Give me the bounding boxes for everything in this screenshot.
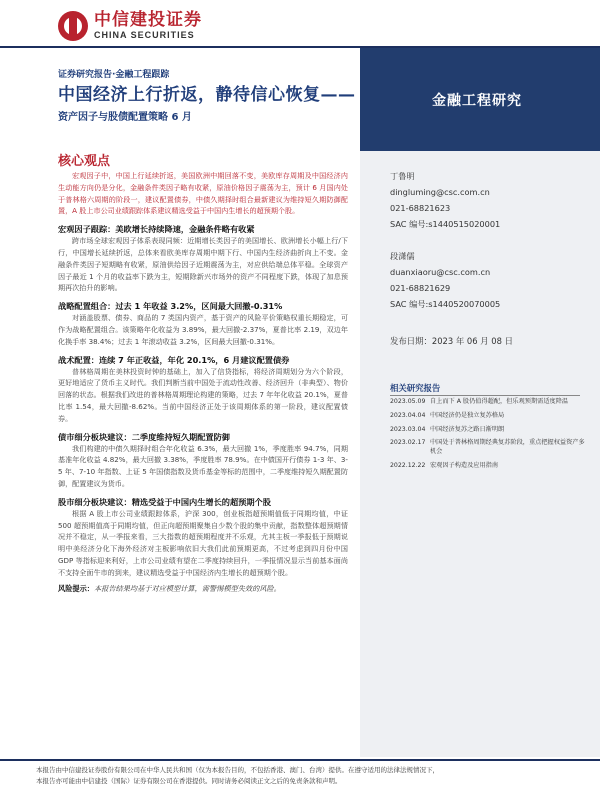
- brand-emblem-icon: [58, 11, 88, 41]
- author-email[interactable]: duanxiaoru@csc.com.cn: [390, 267, 491, 277]
- section-text: 对涵盖股票、债券、商品的 7 类国内资产，基于资产的风险平价策略权重长期稳定，可作为战略配置组合。该策略年化收益为 3.89%，最大回撤-2.37%，夏普比率 2.19，双边年化换手率 38.4%；过去 1 年滚动收益 3.2%，区间最大回撤-0.31%。: [58, 313, 348, 346]
- disclaimer-line: 本报告亦可能由中信建投（国际）证券有限公司在香港提供。同时请务必阅读正文之后的免责条款和声明。: [36, 777, 342, 785]
- core-views-heading: 核心观点: [58, 154, 111, 169]
- author-name: 丁鲁明: [390, 171, 415, 181]
- publish-date: [390, 335, 513, 347]
- related-report-title: 中国经济复苏之路日渐明朗: [430, 425, 505, 433]
- author-phone: 021-68821629: [390, 283, 451, 293]
- author-block: [390, 168, 500, 232]
- section-text: 跨市场全球宏观因子体系表现同频：近期增长类因子的美国增长、欧洲增长小幅上行/下行，中国增长延续折返，总体来看欧美库存周期中期下行、中国内生经济曲折向上不变。金融条件类因子短期略有收紧，原油供给因子近期震荡为主，对应供给端总体平稳。全球资产因子最近 1 个月的收益率下跌为主，短期除新兴市场外的资产不同程度下跌，体现了加息预期再次抬升的影响。: [58, 236, 348, 293]
- related-report-item[interactable]: [390, 462, 590, 471]
- research-band: [360, 48, 600, 151]
- related-reports-heading: 相关研究报告: [390, 383, 441, 393]
- related-report-title: 宏观因子构造及应用指南: [430, 461, 499, 469]
- related-report-title: 自上而下 A 股仍值得超配，但乐观预期需适度降温: [430, 398, 569, 405]
- report-category: 证券研究报告·金融工程跟踪: [58, 70, 170, 80]
- related-report-item[interactable]: [390, 439, 590, 457]
- related-report-date: 2023.05.09: [390, 398, 426, 405]
- author-name: 段潇儒: [390, 251, 415, 261]
- report-title: 中国经济上行折返，静待信心恢复——: [58, 85, 356, 105]
- section-text: 普林格周期在美林投资时钟的基础上，加入了信贷指标，将经济周期划分为六个阶段，更好地适应了货币主义时代。我们判断当前中国处于流动性改善、经济回升（非典型）、物价回落的状态。根据我们改进的普林格周期理论构建的策略，过去 7 年年化收益 20.1%，夏普比率 1.54，最大回撤-8.62%。当前中国经济正处于该周期体系的第一阶段，建议配置债券。: [58, 366, 348, 423]
- brand-name-cn: 中信建投证券: [94, 10, 202, 30]
- author-block: [390, 248, 500, 312]
- related-report-date: 2023.04.04: [390, 411, 426, 419]
- related-reports-rule: [390, 395, 580, 396]
- related-report-item[interactable]: [390, 398, 590, 407]
- related-report-date: 2022.12.22: [390, 461, 426, 469]
- core-summary: 宏观因子中，中国上行延续折返，美国欧洲中期回落不变，美欧库存周期及中国经济内生动能方向仍是分化，金融条件类因子略有收紧，原油价格因子震荡为主，预计 6 月国内处于普林格六周期的阶段一，建议配置债券，中债久期择时组合最新建议为维持短久期防御配置，A 股上市公司业绩跟踪体系建议精选受益于中国内生增长的超预期个股。: [58, 171, 348, 216]
- author-sac: SAC 编号:s1440515020001: [390, 219, 501, 229]
- related-report-title: 中国处于普林格周期经典复苏阶段，重点把握权益资产多机会: [430, 439, 585, 456]
- author-sac: SAC 编号:s1440520070005: [390, 299, 501, 309]
- risk-warning: [58, 583, 348, 594]
- disclaimer: [36, 765, 596, 787]
- related-report-date: 2023.02.17: [390, 439, 426, 447]
- related-report-item[interactable]: [390, 412, 590, 421]
- section-text: 根据 A 股上市公司业绩跟踪体系，沪深 300，创业板指超预期值低于同期均值，中证 500 超预期值高于同期均值，但正向超预期聚集自少数个股的集中贡献，指数整体超预期情况并不稳定，从一季报来看，三大指数的超预期程度并不乐观，尤其主板一季报低于预期说明中美经济分化下海外经济对主板影响依旧大我们此前预期更高，不过考虑到四月份中国 GDP 等指标迎来利好，上市公司业绩有望在二季度持续回升，一季报情况显示当前基本面尚不支持全面牛市的到来，建议精选受益于中国经济内生增长的超预期个股。: [58, 508, 348, 577]
- section-heading: 战术配置：连续 7 年正收益，年化 20.1%，6 月建议配置债券: [58, 354, 290, 365]
- risk-text: 本报告结果均基于对应模型计算，需警惕模型失效的风险。: [93, 583, 281, 593]
- related-report-title: 中国经济仍是独立复苏格局: [430, 411, 505, 419]
- disclaimer-line: 本报告由中信建投证券股份有限公司在中华人民共和国（仅为本报告目的，不包括香港、澳门、台湾）提供。在遵守适用的法律法规情况下，: [36, 766, 439, 774]
- main-content: [58, 168, 348, 594]
- brand-logo: [58, 10, 202, 41]
- publish-date-label: 发布日期：: [390, 336, 432, 346]
- section-heading: 股市细分板块建议：精选受益于中国内生增长的超预期个股: [58, 496, 271, 507]
- brand-wordmark: [94, 10, 202, 41]
- section-heading: 战略配置组合：过去 1 年收益 3.2%，区间最大回撤-0.31%: [58, 301, 283, 312]
- brand-name-en: CHINA SECURITIES: [94, 30, 195, 40]
- report-subtitle: 资产因子与股债配置策略 6 月: [58, 112, 192, 123]
- risk-label: 风险提示：: [58, 583, 94, 593]
- section-text: 我们构建的中债久期择时组合年化收益 6.3%，最大回撤 1%，季度胜率 94.7%，同期基准年化收益 4.82%，最大回撤 3.38%，季度胜率 78.9%。在中债国开行债券 1-3 年、3-5 年、7-10 年指数、上证 5 年国债指数及货币基金等标的范围中，二季度维持短久期配置防御，配置建议为货币。: [58, 443, 348, 488]
- footer-rule: [0, 759, 600, 761]
- section-heading: 债市细分板块建议：二季度维持短久期配置防御: [58, 431, 230, 442]
- research-band-label: 金融工程研究: [432, 92, 522, 109]
- related-reports-list: [390, 398, 590, 476]
- author-email[interactable]: dingluming@csc.com.cn: [390, 187, 490, 197]
- related-report-item[interactable]: [390, 426, 590, 435]
- section-heading: 宏观因子跟踪：美欧增长持续降速，金融条件略有收紧: [58, 224, 255, 235]
- author-phone: 021-68821623: [390, 203, 451, 213]
- publish-date-value: 2023 年 06 月 08 日: [431, 336, 513, 346]
- related-report-date: 2023.03.04: [390, 425, 426, 433]
